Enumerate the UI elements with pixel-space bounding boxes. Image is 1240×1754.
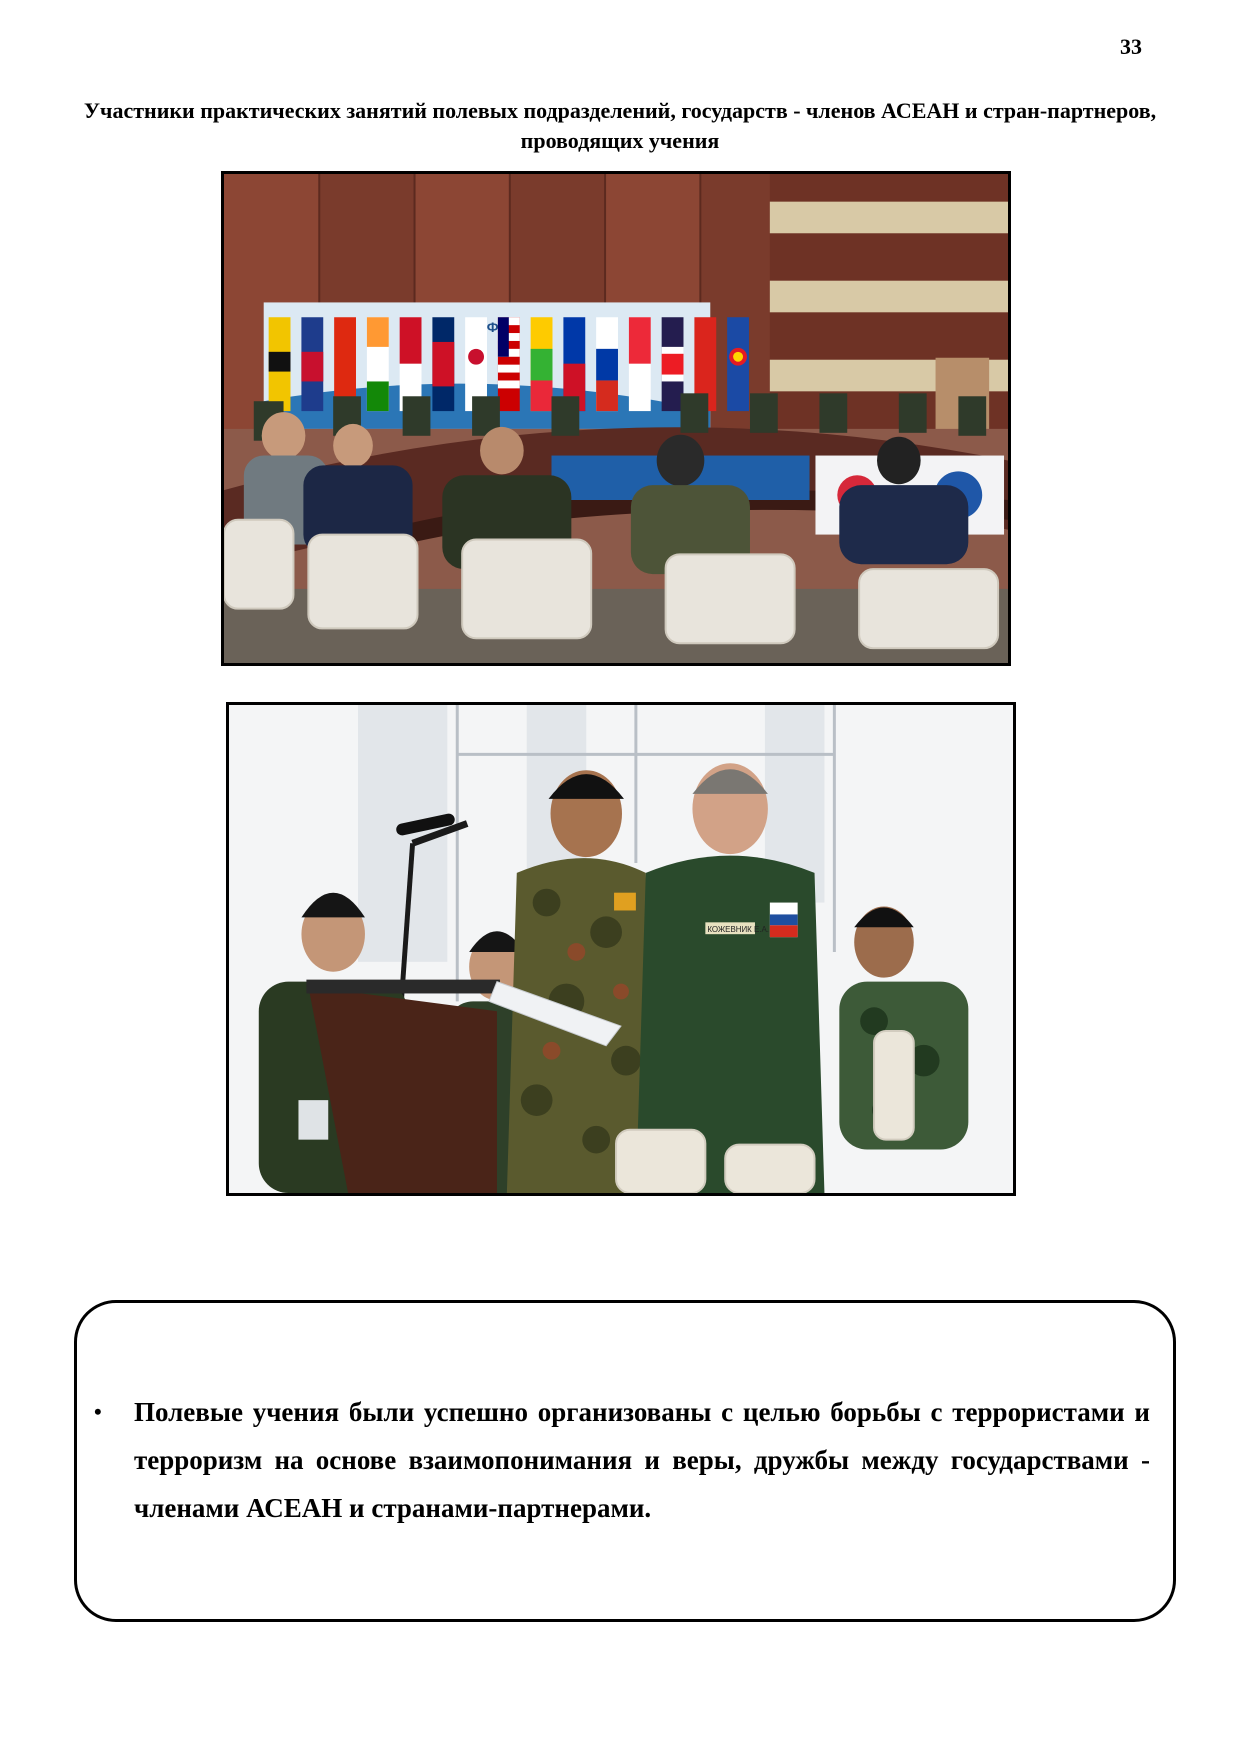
- page-number: 33: [1120, 34, 1142, 59]
- nametag-text: КОЖЕВНИК Е.А.: [707, 925, 769, 935]
- podium-speakers-photo: [226, 702, 1016, 1196]
- note-list: [94, 1388, 1150, 1532]
- note-item: [94, 1388, 1150, 1532]
- bullet-icon: •: [94, 1399, 102, 1424]
- conference-hall-photo: [221, 171, 1011, 666]
- note-text: Полевые учения были успешно организованы с целью борьбы с террористами и терроризм на основе взаимопонимания и веры, дружбы между государствами - членами АСЕАН и странами-партнерами.: [134, 1397, 1150, 1523]
- conference-hall-illustration: [224, 174, 1008, 663]
- page-title: Участники практических занятий полевых подразделений, государств - членов АСЕАН и стран-партнеров, проводящих учения: [83, 98, 1157, 153]
- podium-speakers-illustration: [229, 705, 1013, 1193]
